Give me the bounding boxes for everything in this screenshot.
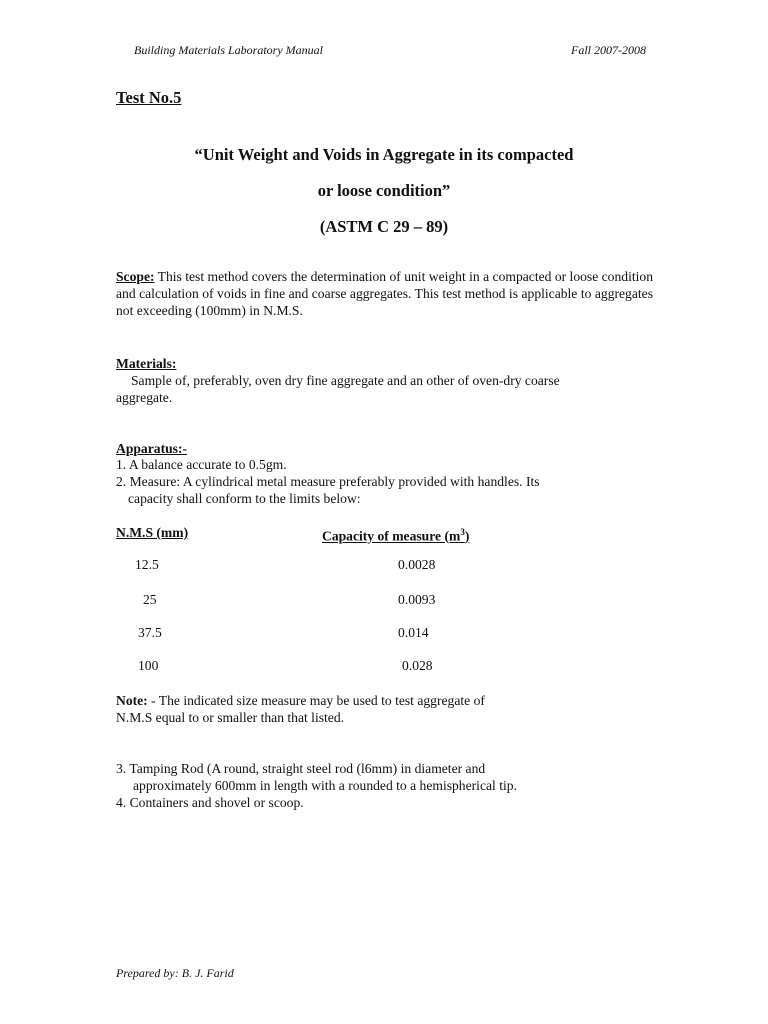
table-row-4-nms: 100	[138, 658, 159, 673]
table-row-1-capacity: 0.0028	[398, 557, 436, 572]
header-title: Building Materials Laboratory Manual	[134, 43, 323, 57]
test-number: Test No.5	[116, 88, 182, 107]
scope-paragraph	[116, 268, 653, 319]
title-line-2: or loose condition”	[317, 181, 451, 200]
apparatus-item-3-line-2: approximately 600mm in length with a rounded to a hemispherical tip.	[133, 778, 517, 793]
materials-heading: Materials:	[116, 356, 177, 371]
materials-line-2: aggregate.	[116, 390, 173, 405]
title-standard: (ASTM C 29 – 89)	[319, 217, 449, 236]
table-header-capacity: Capacity of measure $(m^3)$	[322, 527, 470, 544]
apparatus-item-3-line-1: 3. Tamping Rod (A round, straight steel rod (l6mm) in diameter and	[116, 761, 486, 776]
table-row-4-capacity: 0.028	[402, 658, 433, 673]
table-header-nms: N.M.S (mm)	[116, 525, 189, 540]
footer-prepared-by: Prepared by: B. J. Farid	[116, 966, 234, 980]
apparatus-item-4: 4. Containers and shovel or scoop.	[116, 795, 304, 810]
header-term: Fall 2007-2008	[571, 43, 646, 57]
apparatus-heading: Apparatus:-	[116, 441, 187, 456]
table-row-2-nms: 25	[143, 592, 157, 607]
apparatus-item-1: 1. A balance accurate to 0.5gm.	[116, 457, 287, 472]
table-row-1-nms: 12.5	[135, 557, 159, 572]
scope-label: Scope:	[116, 269, 155, 284]
table-row-3-capacity: 0.014	[398, 625, 429, 640]
materials-line-1: Sample of, preferably, oven dry fine aggregate and an other of oven-dry coarse	[131, 373, 560, 388]
table-row-3-nms: 37.5	[138, 625, 162, 640]
title-line-1: “Unit Weight and Voids in Aggregate in its compacted	[194, 145, 574, 164]
note-label: Note:	[116, 693, 148, 708]
note-line-1: Note: - The indicated size measure may be used to test aggregate of	[116, 693, 485, 708]
superscript-3: 3	[460, 527, 465, 537]
scope-text: This test method covers the determination of unit weight in a compacted or loose condition and calculation of voids in fine and coarse aggregates. This test method is applicable to aggregates not exceeding (100mm) in N.M.S.	[116, 269, 653, 318]
table-row-2-capacity: 0.0093	[398, 592, 436, 607]
apparatus-item-2-line-2: capacity shall conform to the limits below:	[128, 491, 361, 506]
apparatus-item-2-line-1: 2. Measure: A cylindrical metal measure preferably provided with handles. Its	[116, 474, 540, 489]
note-line-2: N.M.S equal to or smaller than that listed.	[116, 710, 345, 725]
